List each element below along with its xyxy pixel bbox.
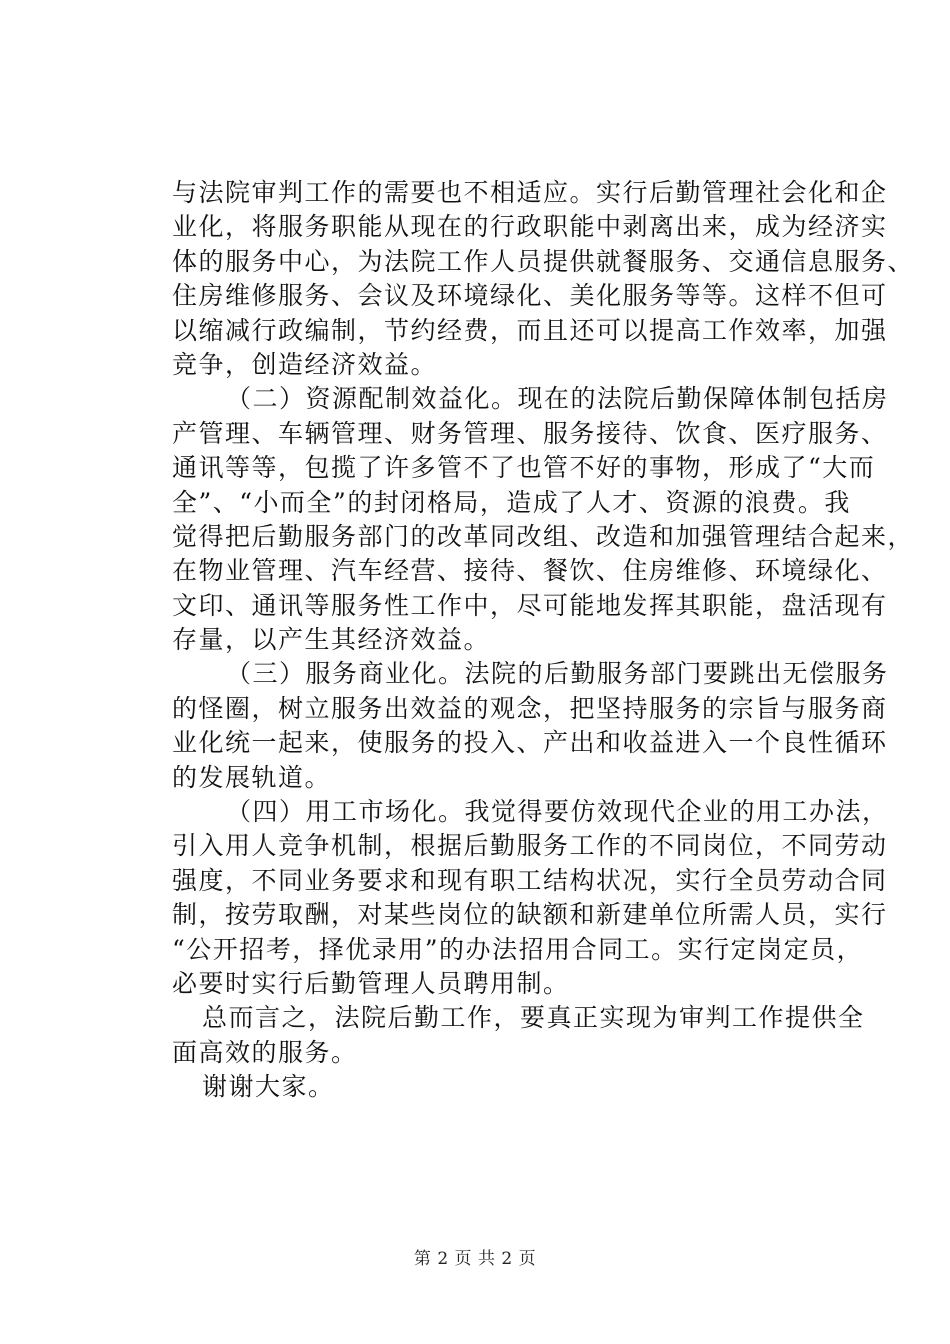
- section-heading-line: （二）资源配制效益化。现在的法院后勤保障体制包括房: [226, 384, 889, 414]
- section-heading-line: （三）服务商业化。法院的后勤服务部门要跳出无偿服务: [226, 659, 889, 689]
- text-line: 业化，将服务职能从现在的行政职能中剥离出来，成为经济实: [172, 212, 888, 242]
- page-footer: [0, 1244, 950, 1269]
- text-line: 强度，不同业务要求和现有职工结构状况，实行全员劳动合同: [172, 865, 888, 895]
- section-heading-line: （四）用工市场化。我觉得要仿效现代企业的用工办法，: [226, 797, 889, 827]
- conclusion-line: 总而言之，法院后勤工作，要真正实现为审判工作提供全: [202, 1003, 865, 1033]
- text-line: 的发展轨道。: [172, 762, 332, 792]
- text-line: 与法院审判工作的需要也不相适应。实行后勤管理社会化和企: [172, 178, 888, 207]
- text-line: 引入用人竞争机制，根据后勤服务工作的不同岗位，不同劳动: [172, 831, 888, 861]
- text-line: 制，按劳取酬，对某些岗位的缺额和新建单位所需人员，实行: [172, 900, 888, 930]
- text-line: 竞争，创造经济效益。: [172, 349, 438, 379]
- text-line: 的怪圈，树立服务出效益的观念，把坚持服务的宗旨与服务商: [172, 693, 888, 723]
- text-line: 全”、“小而全”的封闭格局，造成了人才、资源的浪费。我: [172, 487, 851, 517]
- text-line: “公开招考，择优录用”的办法招用合同工。实行定岗定员，: [172, 934, 864, 964]
- text-line: 体的服务中心，为法院工作人员提供就餐服务、交通信息服务、: [172, 246, 915, 276]
- text-line: 觉得把后勤服务部门的改革同改组、改造和加强管理结合起来，: [172, 521, 915, 551]
- text-line: 业化统一起来，使服务的投入、产出和收益进入一个良性循环: [172, 728, 888, 758]
- text-line: 文印、通讯等服务性工作中，尽可能地发挥其职能，盘活现有: [172, 590, 888, 620]
- document-body: [172, 176, 915, 1105]
- text-line: 必要时实行后勤管理人员聘用制。: [172, 968, 570, 998]
- text-line: 存量，以产生其经济效益。: [172, 625, 491, 655]
- text-line: 产管理、车辆管理、财务管理、服务接待、饮食、医疗服务、: [172, 418, 888, 448]
- text-line: 在物业管理、汽车经营、接待、餐饮、住房维修、环境绿化、: [172, 556, 888, 586]
- text-line: 通讯等等，包揽了许多管不了也管不好的事物，形成了“大而: [172, 453, 876, 483]
- page-number-label: 第 2 页 共 2 页: [413, 1249, 537, 1269]
- text-line: 住房维修服务、会议及环境绿化、美化服务等等。这样不但可: [172, 281, 888, 311]
- text-line: 以缩减行政编制，节约经费，而且还可以提高工作效率，加强: [172, 315, 888, 345]
- closing-line: 谢谢大家。: [202, 1072, 335, 1102]
- text-line: 面高效的服务。: [172, 1037, 358, 1067]
